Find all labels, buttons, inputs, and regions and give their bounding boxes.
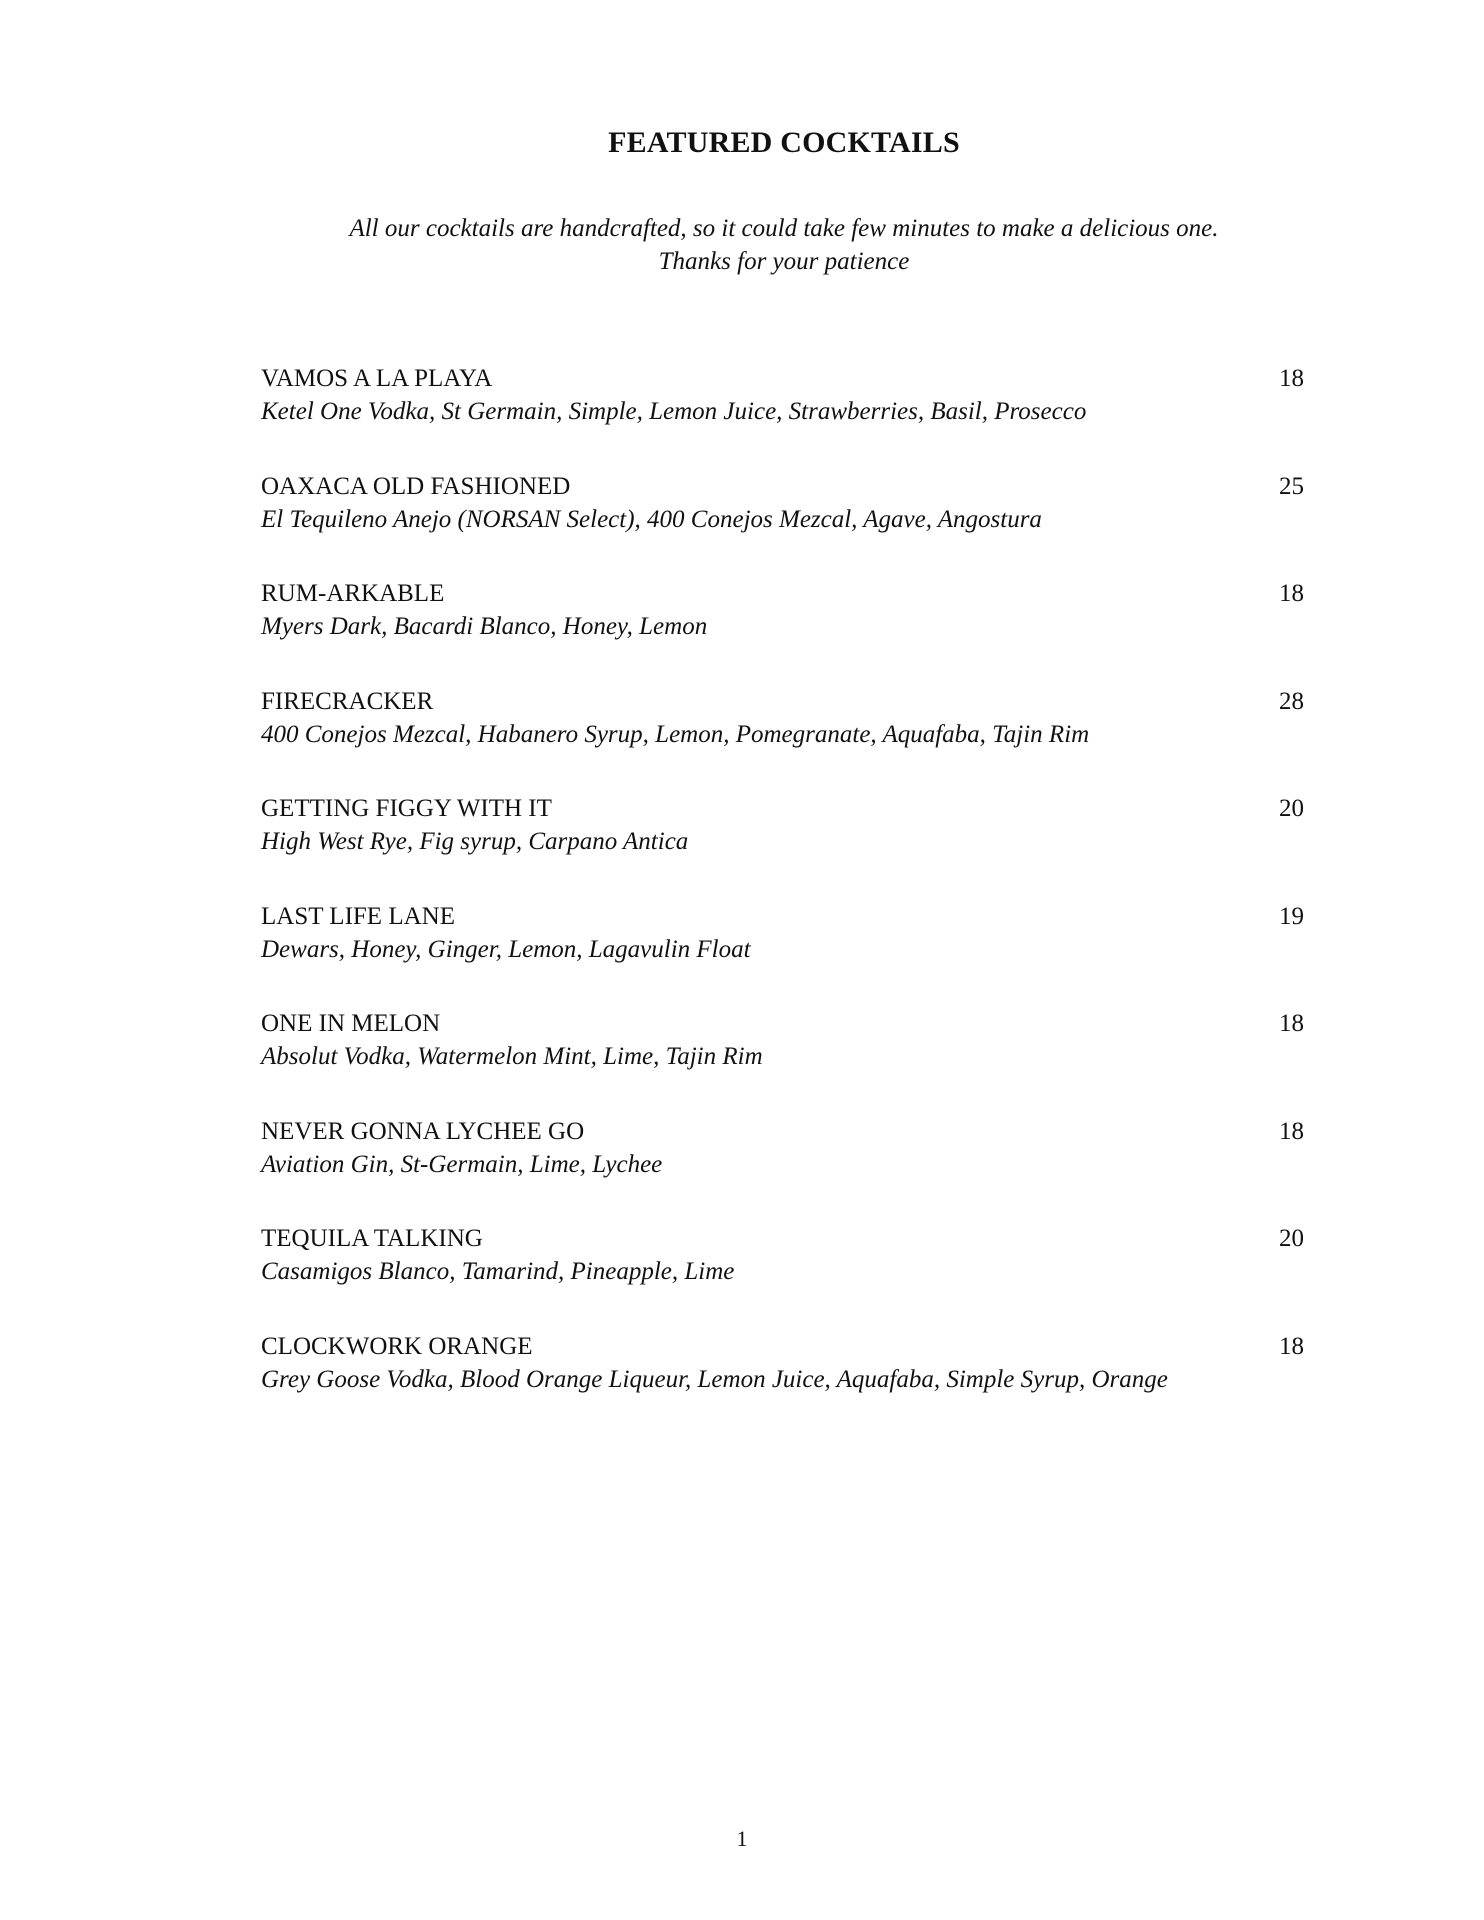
- page-number: 1: [736, 1826, 748, 1851]
- item-description: Dewars, Honey, Ginger, Lemon, Lagavulin Float: [261, 935, 751, 963]
- menu-item: [261, 685, 1304, 793]
- item-description: Aviation Gin, St-Germain, Lime, Lychee: [261, 1150, 663, 1178]
- menu-item: [261, 792, 1304, 900]
- intro-line-2: Thanks for your patience: [658, 248, 910, 275]
- item-name: NEVER GONNA LYCHEE GO: [261, 1117, 585, 1145]
- item-price: 18: [1279, 580, 1304, 607]
- item-name: VAMOS A LA PLAYA: [261, 365, 493, 392]
- item-name: OAXACA OLD FASHIONED: [261, 472, 571, 500]
- item-price: 20: [1279, 795, 1304, 822]
- item-price: 18: [1279, 1332, 1304, 1360]
- cocktail-list: [261, 362, 1304, 1437]
- item-description: El Tequileno Anejo (NORSAN Select), 400 Conejos Mezcal, Agave, Angostura: [261, 505, 1042, 533]
- intro-note: [0, 212, 1484, 278]
- item-name: GETTING FIGGY WITH IT: [261, 795, 552, 822]
- item-name: RUM-ARKABLE: [261, 580, 445, 607]
- item-price: 25: [1279, 472, 1304, 500]
- menu-item: [261, 577, 1304, 685]
- menu-item: [261, 1222, 1304, 1330]
- item-name: CLOCKWORK ORANGE: [261, 1332, 533, 1360]
- menu-item: [261, 1115, 1304, 1223]
- item-description: Grey Goose Vodka, Blood Orange Liqueur, Lemon Juice, Aquafaba, Simple Syrup, Orange: [261, 1365, 1168, 1393]
- menu-item: [261, 1007, 1304, 1115]
- item-price: 28: [1279, 687, 1304, 715]
- item-description: Ketel One Vodka, St Germain, Simple, Lemon Juice, Strawberries, Basil, Prosecco: [261, 398, 1087, 425]
- intro-line-1: All our cocktails are handcrafted, so it could take few minutes to make a delicious one.: [349, 215, 1219, 242]
- item-price: 18: [1279, 1117, 1304, 1145]
- item-name: LAST LIFE LANE: [261, 902, 455, 930]
- item-description: Myers Dark, Bacardi Blanco, Honey, Lemon: [261, 613, 708, 640]
- item-price: 20: [1279, 1225, 1304, 1252]
- item-description: 400 Conejos Mezcal, Habanero Syrup, Lemon, Pomegranate, Aquafaba, Tajin Rim: [261, 720, 1090, 748]
- item-price: 19: [1279, 902, 1304, 930]
- item-name: ONE IN MELON: [261, 1010, 441, 1037]
- page-title: FEATURED COCKTAILS: [608, 126, 960, 159]
- menu-item: [261, 470, 1304, 578]
- menu-item: [261, 900, 1304, 1008]
- item-price: 18: [1279, 1010, 1304, 1037]
- menu-item: [261, 362, 1304, 470]
- item-description: Casamigos Blanco, Tamarind, Pineapple, Lime: [261, 1258, 735, 1285]
- item-description: High West Rye, Fig syrup, Carpano Antica: [261, 828, 689, 855]
- item-name: FIRECRACKER: [261, 687, 434, 715]
- menu-item: [261, 1330, 1304, 1438]
- item-name: TEQUILA TALKING: [261, 1225, 483, 1252]
- item-price: 18: [1279, 365, 1304, 392]
- item-description: Absolut Vodka, Watermelon Mint, Lime, Tajin Rim: [261, 1043, 763, 1070]
